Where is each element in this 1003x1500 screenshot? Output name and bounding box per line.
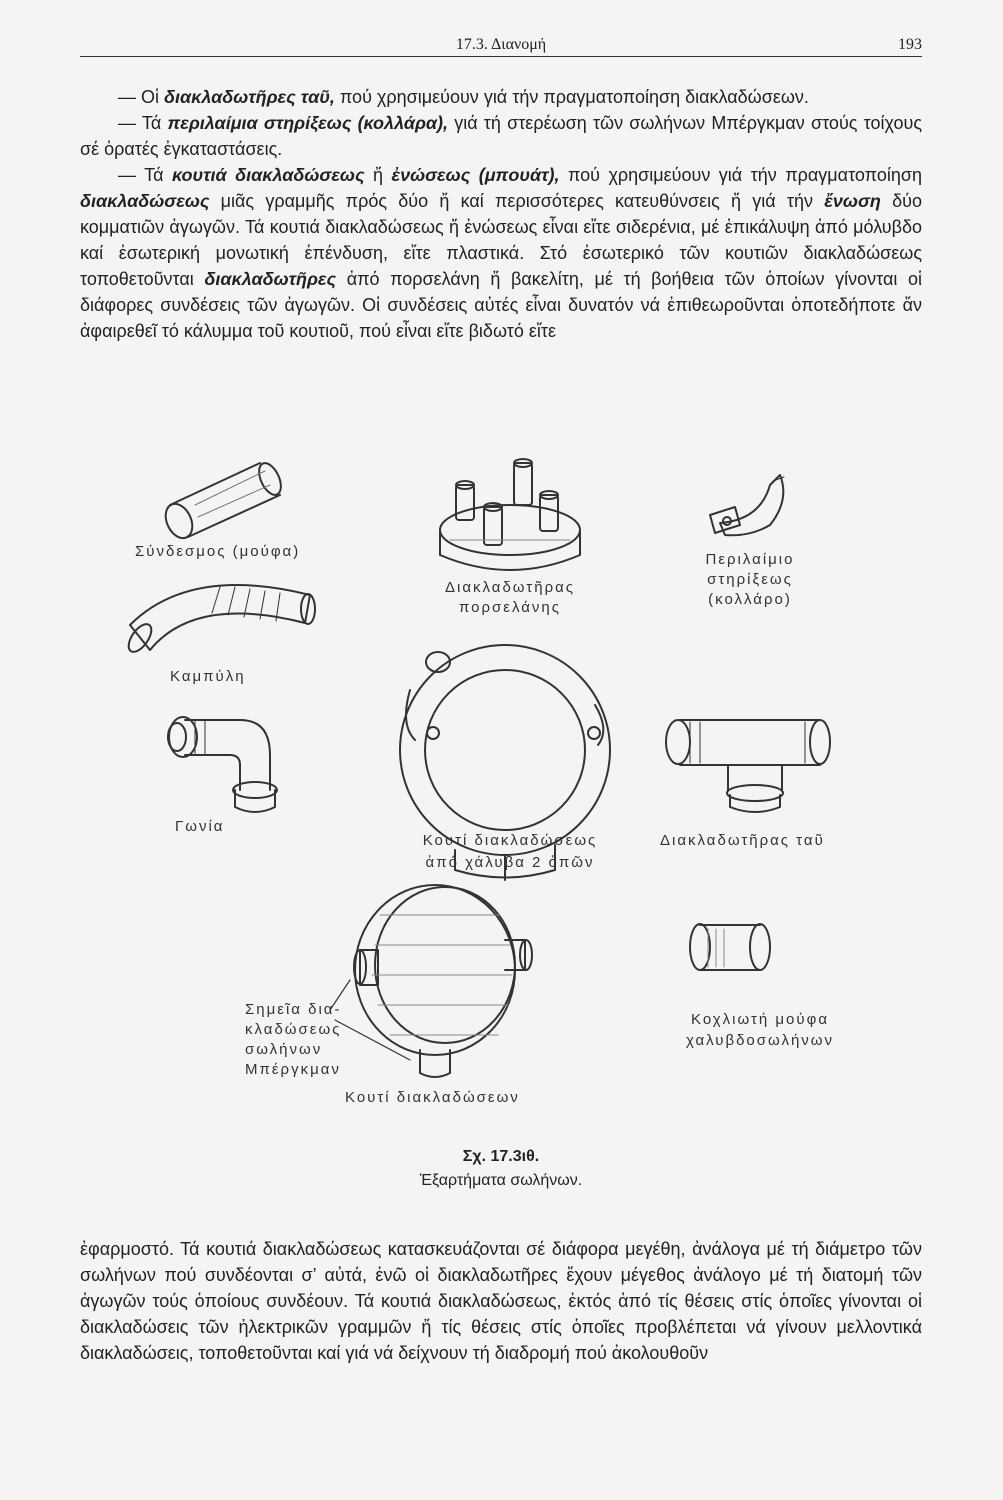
label-elbow: Γωνία	[175, 818, 225, 835]
label-clamp-1: Περιλαίμιο	[705, 551, 795, 568]
p3-term-3: διακλαδώσεως	[80, 191, 210, 211]
p1-text-a: — Οἱ	[118, 87, 165, 107]
label-branch-points-2: κλαδώσεως	[245, 1021, 342, 1038]
figure-number: Σχ. 17.3ιθ.	[462, 1148, 540, 1165]
label-round-box: Κουτί διακλαδώσεων	[345, 1089, 520, 1106]
p1-text-c: πού χρησιμεύουν γιά τήν πραγματοποίηση διακλαδώσεων.	[334, 87, 809, 107]
figure-caption	[80, 1145, 922, 1193]
coupling-drawing	[161, 460, 286, 543]
p3-term-5: διακλαδωτῆρες	[204, 269, 337, 289]
paragraph-2	[80, 110, 922, 162]
p2-term: περιλαίμια στηρίξεως (κολλάρα),	[167, 113, 449, 133]
p3-text-e: πού χρησιμεύουν γιά τήν πραγματοποίηση	[559, 165, 922, 185]
round-junction-box-drawing	[330, 885, 532, 1077]
label-branch-points-1: Σημεῖα δια-	[245, 1001, 342, 1018]
p3-text-g: μιᾶς γραμμῆς πρός δύο ἤ καί περισσότερες κατευθύνσεις ἤ γιά τήν	[209, 191, 825, 211]
label-threaded-coupling-1: Κοχλιωτή μούφα	[691, 1011, 829, 1028]
label-threaded-coupling-2: χαλυβδοσωλήνων	[685, 1032, 835, 1049]
label-branch-points-3: σωλήνων	[245, 1041, 323, 1058]
label-steel-box-1: Κουτί διακλαδώσεως	[422, 832, 598, 849]
p2-text-c: γιά τή στερέωση τῶν σωλήνων Μπέργκμαν στούς τοίχους σέ ὁρατές ἐγκαταστάσεις.	[80, 113, 922, 159]
label-coupling: Σύνδεσμος (μούφα)	[135, 543, 301, 560]
paragraph-3	[80, 162, 922, 344]
p3-text-a: — Τά	[118, 165, 172, 185]
p3-term-1: κουτιά διακλαδώσεως	[172, 165, 365, 185]
page-number: 193	[898, 36, 922, 53]
label-clamp-2: στηρίξεως	[707, 571, 793, 588]
label-branch-points-4: Μπέργκμαν	[245, 1061, 341, 1078]
bottom-text	[80, 1236, 922, 1366]
elbow-drawing	[168, 717, 277, 812]
page-header	[80, 34, 922, 57]
section-title: 17.3. Διανομή	[455, 36, 547, 53]
label-bend: Καμπύλη	[170, 668, 246, 685]
threaded-coupling-drawing	[690, 924, 770, 970]
figure-title: Ἐξαρτήματα σωλήνων.	[419, 1172, 583, 1189]
p3-term-4: ἔνωση	[824, 191, 881, 211]
label-porcelain-connector-1: Διακλαδωτῆρας	[444, 579, 576, 596]
bend-drawing	[124, 585, 315, 656]
label-tee-connector: Διακλαδωτῆρας ταῦ	[660, 832, 825, 849]
label-steel-box-2: ἀπό χάλυβα 2 ὀπῶν	[425, 854, 595, 871]
p3-term-2: ἐνώσεως (μπουάτ),	[391, 165, 560, 185]
p1-term: διακλαδωτῆρες ταῦ,	[164, 87, 335, 107]
p3-text-i: δύο κομματιῶν ἀγωγῶν. Τά κουτιά διακλαδώσεως ἤ ἐνώσεως εἶναι εἴτε σιδερένια, μέ ἐπικάλυψη ἀπό μόλυβδο καί ἐσωτερική μονωτική ἐπένδυση, εἴτε πλαστικά. Στό ἐσωτερικό τῶν κουτιῶν διακλαδώσεως τοποθετοῦνται	[80, 191, 923, 289]
porcelain-connector-drawing	[440, 459, 580, 570]
pipe-clamp-drawing	[710, 475, 784, 535]
tee-connector-drawing	[666, 720, 830, 812]
p2-text-a: — Τά	[118, 113, 168, 133]
p3-text-k: ἀπό πορσελάνη ἤ βακελίτη, μέ τή βοήθεια τῶν ὁποίων γίνονται οἱ διάφορες συνδέσεις τῶν ἀγωγῶν. Οἱ συνδέσεις αὐτές εἶναι δυνατόν νά ἐπιθεωροῦνται ὁποτεδήποτε ἄν ἀφαιρεθεῖ τό κάλυμμα τοῦ κουτιοῦ, πού εἶναι εἴτε βιδωτό εἴτε	[80, 269, 922, 341]
pipe-fittings-figure	[80, 445, 922, 1215]
paragraph-4: ἐφαρμοστό. Τά κουτιά διακλαδώσεως κατασκευάζονται σέ διάφορα μεγέθη, ἀνάλογα μέ τή διάμετρο τῶν σωλήνων πού συνδέονται σ’ αὐτά, ἐνῶ οἱ διακλαδωτῆρες ἔχουν μέγεθος ἀνάλογο μέ τή διατομή τῶν ἀγωγῶν τούς ὁποίους συνδέουν. Τά κουτιά διακλαδώσεως, ἐκτός ἀπό τίς θέσεις στίς ὁποῖες γίνονται οἱ διακλαδώσεις τῶν ἠλεκτρικῶν γραμμῶν ἤ τίς θέσεις στίς ὁποῖες προβλέπεται νά γίνουν μελλοντικά διακλαδώσεις, τοποθετοῦνται καί γιά νά δείχνουν τή διαδρομή πού ἀκολουθοῦν	[80, 1239, 922, 1363]
top-text	[80, 84, 922, 344]
p3-text-c: ἤ	[364, 165, 392, 185]
paragraph-1	[80, 84, 922, 110]
label-clamp-3: (κολλάρο)	[708, 591, 792, 608]
label-porcelain-connector-2: πορσελάνης	[459, 599, 561, 616]
